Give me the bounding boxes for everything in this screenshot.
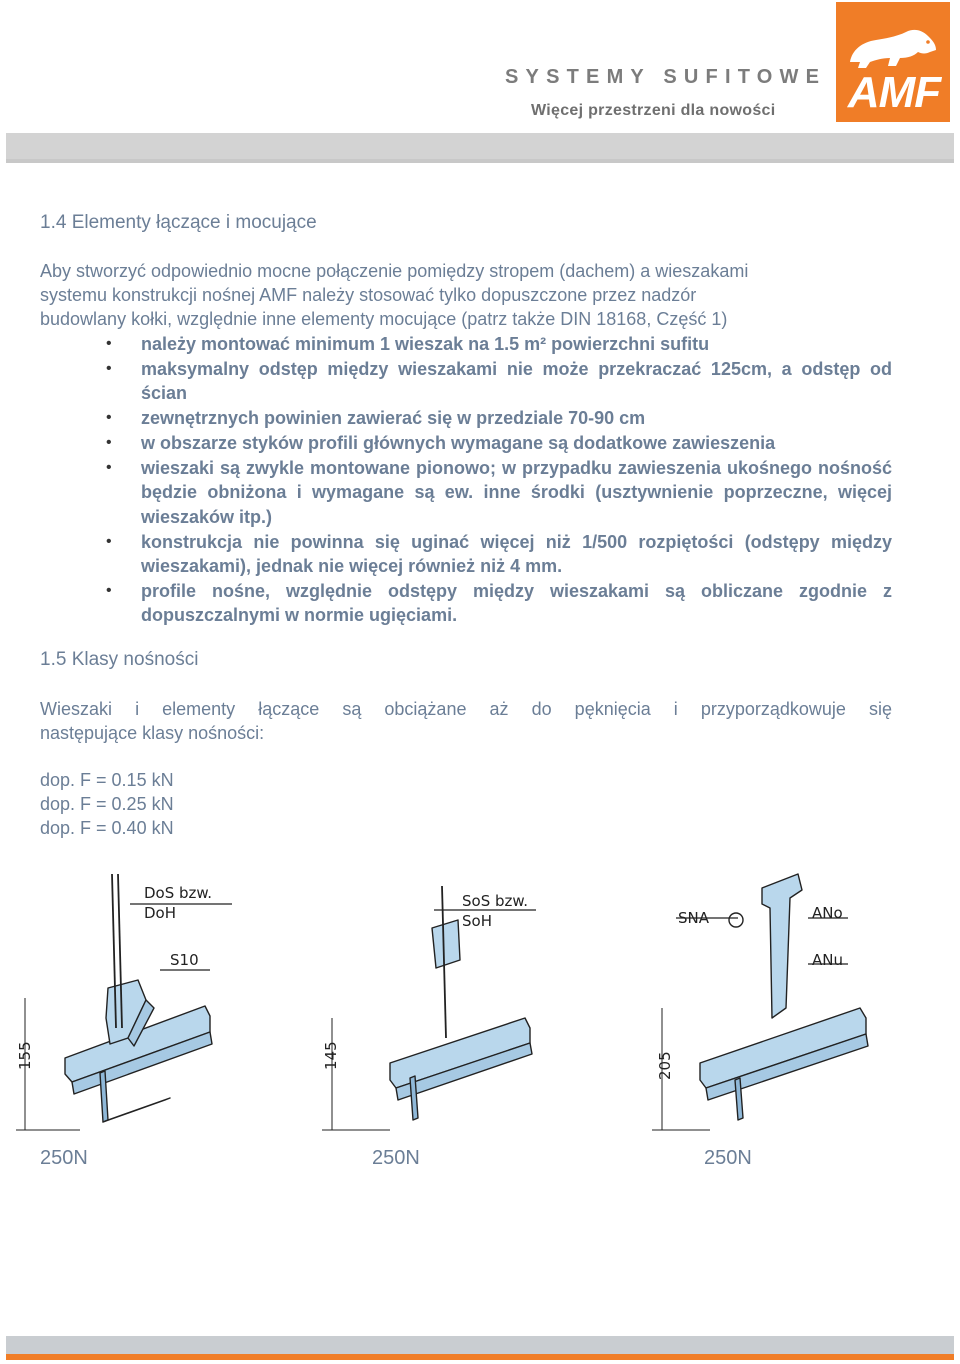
- list-item: • konstrukcja nie powinna się uginać więcej niż 1/500 rozpiętości (odstępy między wieszakami), jednak nie więcej również niż 4 mm.: [106, 530, 892, 579]
- brand-subtitle: Więcej przestrzeni dla nowości: [531, 102, 776, 119]
- load-label: 250N: [40, 1147, 88, 1169]
- figure-label: DoH: [144, 904, 177, 922]
- figure-label: SoH: [462, 912, 492, 930]
- figure-label: SNA: [678, 909, 710, 927]
- footer-band: [6, 1336, 954, 1354]
- load-class: dop. F = 0.15 kN: [40, 770, 174, 790]
- requirements-list: [106, 332, 892, 628]
- logo-text: AMF: [847, 68, 941, 117]
- footer-line: [6, 1354, 954, 1360]
- hanger-figure-3: [640, 868, 950, 1138]
- figure-label: DoS bzw.: [144, 884, 213, 902]
- intro-line: Wieszaki i elementy łączące są obciążane aż do pęknięcia i przyporządkowuje się: [40, 699, 892, 719]
- figure-label: ANu: [812, 951, 843, 969]
- list-item: • zewnętrznych powinien zawierać się w przedziale 70-90 cm: [106, 406, 892, 430]
- section-heading-1-4: 1.4 Elementy łączące i mocujące: [40, 212, 317, 233]
- load-label: 250N: [704, 1147, 752, 1169]
- load-classes: [40, 768, 892, 840]
- intro-line: budowlany kołki, względnie inne elementy mocujące (patrz także DIN 18168, Część 1): [40, 309, 728, 329]
- section-heading-1-5: 1.5 Klasy nośności: [40, 649, 199, 670]
- intro-line: następujące klasy nośności:: [40, 723, 265, 743]
- dimension-label: 205: [656, 1051, 674, 1080]
- header-band: [6, 133, 954, 163]
- brand-title: SYSTEMY SUFITOWE: [505, 66, 827, 88]
- section-1-4-intro: [40, 259, 892, 331]
- list-item: • profile nośne, względnie odstępy między wieszakami są obliczane zgodnie z dopuszczalnymi w normie ugięciami.: [106, 579, 892, 628]
- hanger-figure-2: [310, 868, 620, 1138]
- load-class: dop. F = 0.40 kN: [40, 818, 174, 838]
- section-1-5-intro: [40, 697, 892, 745]
- amf-logo: [836, 2, 950, 122]
- figure-label: ANo: [812, 904, 843, 922]
- load-label: 250N: [372, 1147, 420, 1169]
- list-item: • maksymalny odstęp między wieszakami nie może przekraczać 125cm, a odstęp od ścian: [106, 357, 892, 406]
- list-item: • należy montować minimum 1 wieszak na 1.5 m² powierzchni sufitu: [106, 332, 892, 356]
- figure-label: S10: [170, 951, 199, 969]
- load-class: dop. F = 0.25 kN: [40, 794, 174, 814]
- intro-line: Aby stworzyć odpowiednio mocne połączenie pomiędzy stropem (dachem) a wieszakami: [40, 261, 749, 281]
- figure-label: SoS bzw.: [462, 892, 529, 910]
- list-item: • w obszarze styków profili głównych wymagane są dodatkowe zawieszenia: [106, 431, 892, 455]
- dimension-label: 155: [16, 1041, 34, 1070]
- hanger-figure-1: [10, 868, 320, 1138]
- list-item: • wieszaki są zwykle montowane pionowo; w przypadku zawieszenia ukośnego nośność będzie obniżona i wymagane są ew. inne środki (usztywnienie poprzeczne, więcej wieszaków itp.): [106, 456, 892, 529]
- dimension-label: 145: [322, 1041, 340, 1070]
- intro-line: systemu konstrukcji nośnej AMF należy stosować tylko dopuszczone przez nadzór: [40, 285, 697, 305]
